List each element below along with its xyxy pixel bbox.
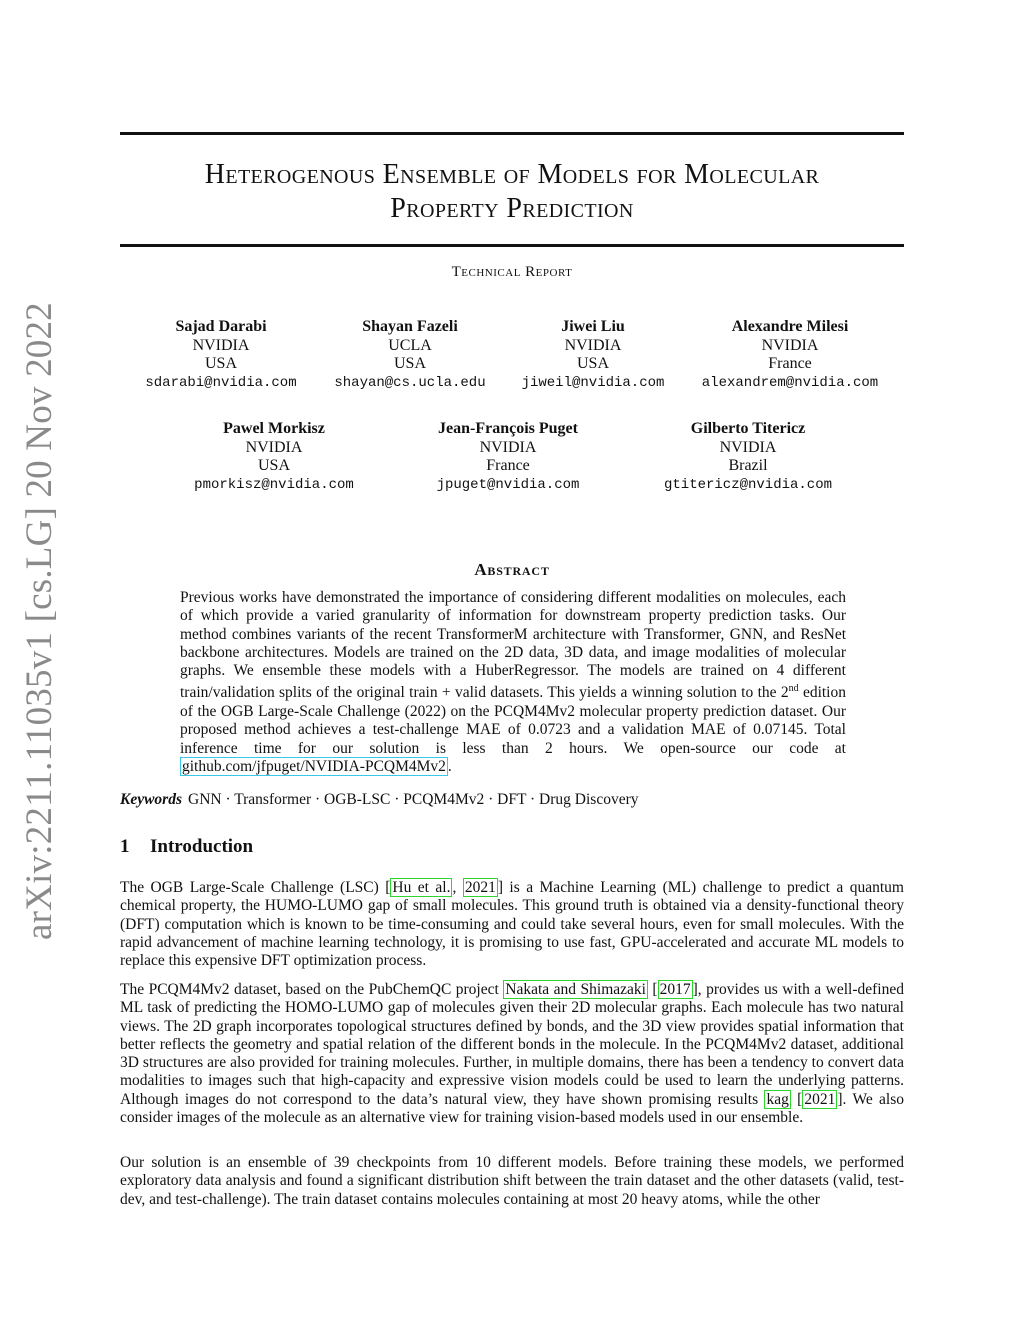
paper-title: [120, 158, 904, 226]
author-country: Brazil: [728, 457, 768, 474]
section-number: 1: [120, 836, 130, 857]
github-link[interactable]: github.com/jfpuget/NVIDIA-PCQM4Mv2: [182, 757, 446, 775]
keywords-label: Keywords: [120, 791, 182, 808]
author-block: [121, 318, 321, 392]
intro-paragraph-3: Our solution is an ensemble of 39 checkpoints from 10 different models. Before training these models, we performed exploratory data analysis and found a significant distribution shift between the train dataset and the other datasets (valid, test-dev, and test-challenge). The train dataset contains molecules containing at most 20 heavy atoms, while the other: [120, 1154, 904, 1208]
para-text: [: [647, 981, 658, 998]
para-text: ], provides us with a well-defined ML task of predicting the HOMO-LUMO gap of molecules given their 2D molecular graphs. Each molecule has two natural views. The 2D graph incorporates topological structures defined by bonds, and the 3D view provides spatial information that better reflects the geometry and spatial relation of the different bonds in the molecule. In the PCQM4Mv2 dataset, additional 3D structures are also provided for training molecules. Further, in multiple domains, there has been a tendency to convert data modalities to images such that high-capacity and expressive vision models could be used to learn the underlying patterns. Although images do not correspond to the data’s natural view, they have shown promising results: [120, 981, 904, 1108]
para-text: The OGB Large-Scale Challenge (LSC) [: [120, 879, 391, 896]
author-block: [174, 420, 374, 494]
report-type: Technical Report: [451, 264, 573, 280]
citation-year-link[interactable]: 2017: [659, 981, 691, 998]
intro-paragraph-1: [120, 879, 904, 970]
author-email[interactable]: shayan@cs.ucla.edu: [334, 374, 486, 391]
title-bottom-rule: [120, 244, 904, 247]
author-affiliation: UCLA: [388, 336, 432, 354]
citation-link[interactable]: Nakata and Shimazaki: [505, 981, 646, 998]
author-block: [503, 318, 683, 392]
author-name: Sajad Darabi: [175, 318, 267, 335]
para-text: ,: [452, 879, 463, 896]
section-heading: [120, 836, 253, 858]
citation-year-link[interactable]: 2021: [804, 1090, 836, 1108]
author-block: [685, 318, 895, 392]
author-block: [408, 420, 608, 494]
abstract-text: [180, 589, 846, 776]
abstract-text-part2: edition of the OGB Large-Scale Challenge (2022) on the PCQM4Mv2 molecular property prediction dataset. Our proposed method achieves a test-challenge MAE of 0.0723 and a validation MAE of 0.07145. Total inference time for our solution is less than 2 hours. We open-source our code at: [180, 684, 846, 757]
author-country: USA: [204, 355, 237, 372]
author-country: France: [486, 457, 530, 474]
author-email[interactable]: pmorkisz@nvidia.com: [194, 476, 354, 493]
author-affiliation: NVIDIA: [719, 438, 777, 456]
author-affiliation: NVIDIA: [564, 336, 622, 354]
keywords-list: GNN · Transformer · OGB-LSC · PCQM4Mv2 · DFT · Drug Discovery: [188, 791, 639, 808]
author-name: Jiwei Liu: [561, 318, 625, 335]
citation-year-link[interactable]: 2021: [464, 879, 496, 896]
author-country: USA: [393, 355, 426, 372]
author-country: USA: [257, 457, 290, 474]
title-top-rule: [120, 132, 904, 135]
citation-link[interactable]: Hu et al.: [392, 879, 451, 896]
para-text: [: [790, 1090, 803, 1108]
author-email[interactable]: sdarabi@nvidia.com: [145, 374, 297, 391]
author-country: France: [768, 355, 812, 372]
author-email[interactable]: gtitericz@nvidia.com: [663, 476, 833, 493]
author-name: Gilberto Titericz: [690, 420, 806, 437]
citation-link[interactable]: kag: [766, 1090, 789, 1108]
ordinal-superscript: nd: [788, 683, 799, 695]
para-text: The PCQM4Mv2 dataset, based on the PubChemQC project: [120, 981, 504, 998]
keywords-line: [120, 791, 904, 809]
author-name: Shayan Fazeli: [362, 318, 458, 335]
author-email[interactable]: alexandrem@nvidia.com: [701, 374, 879, 391]
author-block: [320, 318, 500, 392]
author-block: [643, 420, 853, 494]
abstract-heading: Abstract: [474, 560, 550, 579]
author-country: USA: [576, 355, 609, 372]
author-email[interactable]: jpuget@nvidia.com: [436, 476, 580, 493]
author-name: Jean-François Puget: [438, 420, 578, 437]
para-text: ]. We also consider images of the molecule as an alternative view for training vision-based models used in our ensemble.: [120, 1090, 905, 1127]
title-line-1: Heterogenous Ensemble of Models for Molecular: [204, 159, 820, 190]
author-affiliation: NVIDIA: [479, 438, 537, 456]
title-line-2: Property Prediction: [390, 193, 634, 224]
arxiv-identifier: arXiv:2211.11035v1 [cs.LG] 20 Nov 2022: [19, 302, 60, 940]
author-affiliation: NVIDIA: [245, 438, 303, 456]
author-affiliation: NVIDIA: [761, 336, 819, 354]
author-name: Pawel Morkisz: [223, 420, 325, 437]
abstract-text-end: .: [447, 757, 452, 775]
abstract-text-part1: Previous works have demonstrated the importance of considering different modalities on molecules, each of which provide a varied granularity of information for downstream property prediction tasks. Our method combines variants of the recent TransformerM architecture with Transformer, GNN, and ResNet backbone architectures. Models are trained on the 2D data, 3D data, and image modalities of molecular graphs. We ensemble these models with a HuberRegressor. The models are trained on 4 different train/validation splits of the original train + valid datasets. This yields a winning solution to the 2: [180, 589, 846, 702]
author-email[interactable]: jiweil@nvidia.com: [521, 374, 665, 391]
section-title: Introduction: [150, 836, 254, 857]
intro-paragraph-2: [120, 981, 904, 1127]
author-affiliation: NVIDIA: [192, 336, 250, 354]
para-text: ] is a Machine Learning (ML) challenge to predict a quantum chemical property, the HUMO-LUMO gap of small molecules. This ground truth is obtained via a density-functional theory (DFT) computation which is known to be time-consuming and could take several hours, even for small molecules. With the rapid advancement of machine learning technology, it is promising to use fast, GPU-accelerated and accurate ML models to replace this expensive DFT optimization process.: [120, 879, 904, 970]
author-name: Alexandre Milesi: [731, 318, 849, 335]
